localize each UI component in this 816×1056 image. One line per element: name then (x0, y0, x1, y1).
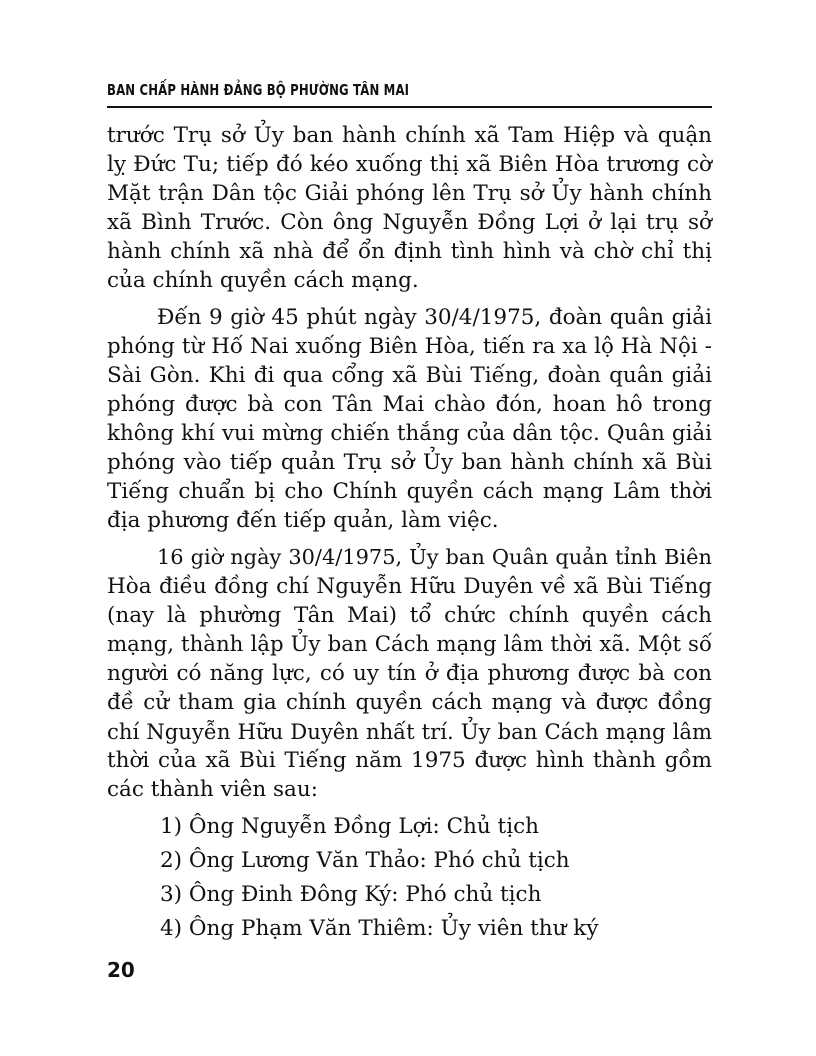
list-item: 1) Ông Nguyễn Đồng Lợi: Chủ tịch (160, 814, 539, 839)
text-line: hành chính xã nhà để ổn định tình hình và chờ chỉ thị (107, 239, 712, 264)
paragraph-1 (107, 121, 712, 295)
text-line: đề cử tham gia chính quyền cách mạng và được đồng (107, 690, 712, 715)
list-item: 3) Ông Đinh Đông Ký: Phó chủ tịch (160, 882, 542, 907)
text-line: không khí vui mừng chiến thắng của dân tộc. Quân giải (107, 421, 712, 446)
text-line: phóng từ Hố Nai xuống Biên Hòa, tiến ra xa lộ Hà Nội - (107, 334, 712, 359)
text-line: phóng vào tiếp quản Trụ sở Ủy ban hành chính xã Bùi (107, 450, 712, 475)
text-line: (nay là phường Tân Mai) tổ chức chính quyền cách (107, 603, 712, 628)
page-number: 20 (107, 958, 135, 982)
text-line: lỵ Đức Tu; tiếp đó kéo xuống thị xã Biên Hòa trương cờ (107, 152, 712, 177)
list-item: 4) Ông Phạm Văn Thiêm: Ủy viên thư ký (160, 916, 599, 941)
text-line: trước Trụ sở Ủy ban hành chính xã Tam Hiệp và quận (107, 123, 712, 148)
text-line: Hòa điều đồng chí Nguyễn Hữu Duyên về xã Bùi Tiếng (107, 574, 712, 599)
text-line: địa phương đến tiếp quản, làm việc. (107, 508, 499, 533)
text-line: xã Bình Trước. Còn ông Nguyễn Đồng Lợi ở lại trụ sở (107, 210, 712, 235)
text-line: Tiếng chuẩn bị cho Chính quyền cách mạng Lâm thời (107, 479, 712, 504)
text-line: thời của xã Bùi Tiếng năm 1975 được hình thành gồm (107, 748, 712, 773)
paragraph-2 (107, 303, 712, 535)
text-line: các thành viên sau: (107, 777, 318, 802)
member-list (107, 810, 712, 946)
text-line: Sài Gòn. Khi đi qua cổng xã Bùi Tiếng, đoàn quân giải (107, 363, 712, 388)
running-header: BAN CHẤP HÀNH ĐẢNG BỘ PHƯỜNG TÂN MAI (107, 81, 410, 99)
body-text (107, 121, 712, 946)
paragraph-3 (107, 543, 712, 804)
text-line: của chính quyền cách mạng. (107, 268, 419, 293)
list-item: 2) Ông Lương Văn Thảo: Phó chủ tịch (160, 848, 570, 873)
header-rule (107, 106, 712, 108)
text-line: Đến 9 giờ 45 phút ngày 30/4/1975, đoàn quân giải (157, 305, 712, 330)
text-line: chí Nguyễn Hữu Duyên nhất trí. Ủy ban Cách mạng lâm (107, 719, 712, 744)
text-line: Mặt trận Dân tộc Giải phóng lên Trụ sở Ủy hành chính (107, 181, 712, 206)
text-line: phóng được bà con Tân Mai chào đón, hoan hô trong (107, 392, 712, 417)
text-line: mạng, thành lập Ủy ban Cách mạng lâm thời xã. Một số (107, 632, 712, 657)
text-line: người có năng lực, có uy tín ở địa phương được bà con (107, 661, 712, 686)
text-line: 16 giờ ngày 30/4/1975, Ủy ban Quân quản tỉnh Biên (157, 545, 712, 569)
